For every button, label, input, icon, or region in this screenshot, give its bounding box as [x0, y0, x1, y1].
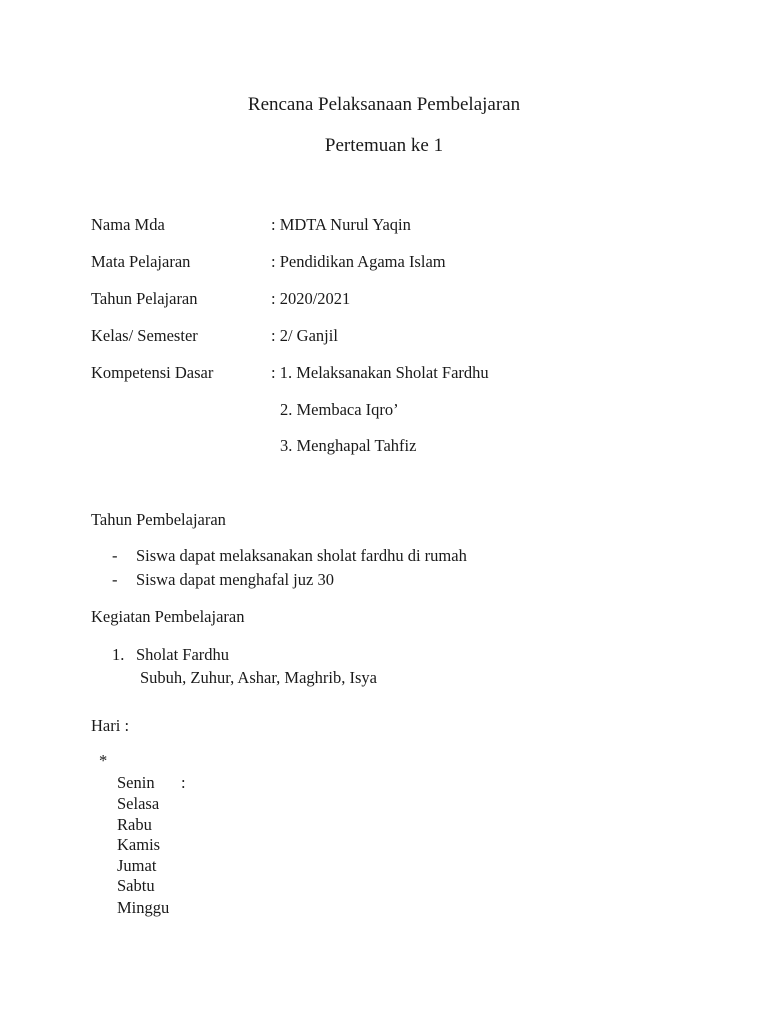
- list-item-text: Siswa dapat menghafal juz 30: [136, 570, 334, 589]
- section-heading-tujuan: Tahun Pembelajaran: [91, 510, 226, 529]
- day-selasa: Selasa: [117, 794, 160, 813]
- day-kamis: Kamis: [117, 835, 161, 854]
- info-value: : 2020/2021: [271, 289, 351, 308]
- day-sabtu: Sabtu: [117, 876, 155, 895]
- day-jumat: Jumat: [117, 856, 157, 875]
- kompetensi-item-2: 2. Membaca Iqro’: [280, 400, 399, 419]
- section-heading-kegiatan: Kegiatan Pembelajaran: [91, 607, 245, 626]
- item-number: 1.: [112, 645, 125, 664]
- dash-bullet: -: [112, 570, 118, 589]
- day-minggu: Minggu: [117, 898, 170, 917]
- day-colon: :: [181, 773, 186, 792]
- info-label: Kompetensi Dasar: [91, 363, 214, 382]
- item-detail: Subuh, Zuhur, Ashar, Maghrib, Isya: [140, 668, 377, 687]
- info-value: : Pendidikan Agama Islam: [271, 252, 446, 271]
- info-label: Kelas/ Semester: [91, 326, 198, 345]
- document-subtitle: Pertemuan ke 1: [324, 135, 444, 156]
- document-title: Rencana Pelaksanaan Pembelajaran: [247, 94, 521, 115]
- section-heading-hari: Hari :: [91, 716, 130, 735]
- info-value: : 2/ Ganjil: [271, 326, 338, 345]
- dash-bullet: -: [112, 546, 118, 565]
- info-label: Nama Mda: [91, 215, 165, 234]
- info-label: Mata Pelajaran: [91, 252, 191, 271]
- list-item-text: Siswa dapat melaksanakan sholat fardhu di rumah: [136, 546, 467, 565]
- day-senin: Senin: [117, 773, 155, 792]
- info-value: : 1. Melaksanakan Sholat Fardhu: [271, 363, 489, 382]
- kompetensi-item-3: 3. Menghapal Tahfiz: [280, 436, 417, 455]
- day-rabu: Rabu: [117, 815, 152, 834]
- item-text: Sholat Fardhu: [136, 645, 230, 664]
- info-label: Tahun Pelajaran: [91, 289, 198, 308]
- asterisk-marker: *: [99, 751, 108, 770]
- info-value: : MDTA Nurul Yaqin: [271, 215, 411, 234]
